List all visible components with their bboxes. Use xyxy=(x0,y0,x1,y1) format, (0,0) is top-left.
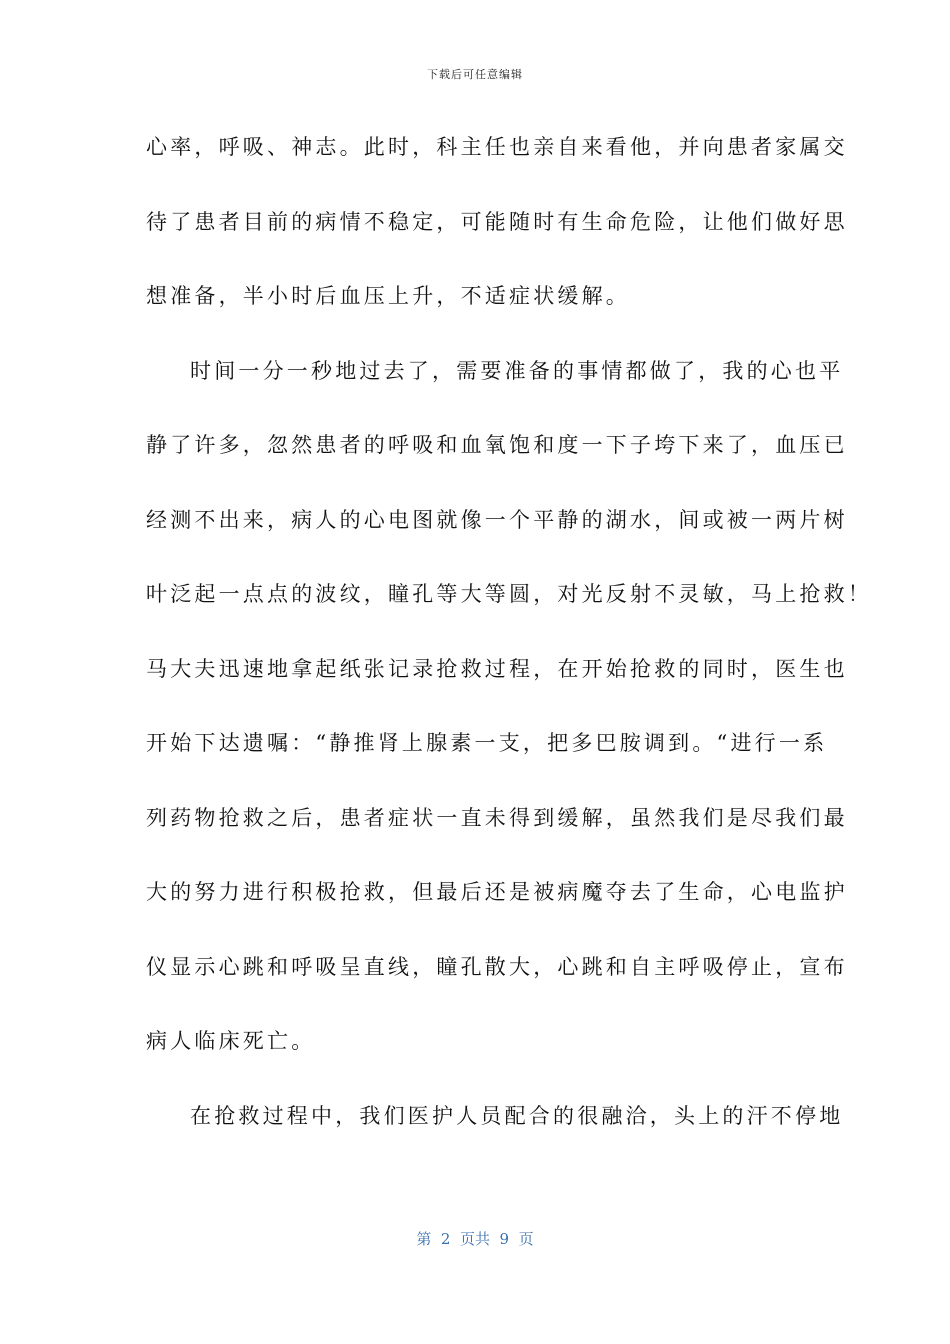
paragraph-first-line: 时间一分一秒地过去了，需要准备的事情都做了，我的心也平 xyxy=(190,358,844,383)
paragraph-first-line: 在抢救过程中，我们医护人员配合的很融洽，头上的汗不停地 xyxy=(190,1103,844,1128)
page-header: 下载后可任意编辑 xyxy=(427,68,523,81)
text-line: 列药物抢救之后，患者症状一直未得到缓解，虽然我们是尽我们最 xyxy=(146,805,848,830)
text-line: 心率，呼吸、神志。此时，科主任也亲自来看他，并向患者家属交 xyxy=(146,135,848,159)
text-line: 待了患者目前的病情不稳定，可能随时有生命危险，让他们做好思 xyxy=(146,209,848,234)
text-line: 马大夫迅速地拿起纸张记录抢救过程，在开始抢救的同时，医生也 xyxy=(146,656,848,681)
text-line: 开始下达遗嘱：“静推肾上腺素一支，把多巴胺调到。“进行一系 xyxy=(146,731,828,755)
text-line: 经测不出来，病人的心电图就像一个平静的湖水，间或被一两片树 xyxy=(146,507,848,532)
text-line: 病人临床死亡。 xyxy=(146,1029,316,1053)
text-line: 仪显示心跳和呼吸呈直线，瞳孔散大，心跳和自主呼吸停止，宣布 xyxy=(146,954,848,979)
page-number-footer: 第 2 页共 9 页 xyxy=(416,1230,534,1248)
text-line: 静了许多，忽然患者的呼吸和血氧饱和度一下子垮下来了，血压已 xyxy=(146,433,848,457)
document-body xyxy=(146,128,872,1171)
text-line: 叶泛起一点点的波纹，瞳孔等大等圆，对光反射不灵敏，马上抢救！ xyxy=(146,582,872,606)
text-line: 大的努力进行积极抢救，但最后还是被病魔夺去了生命，心电监护 xyxy=(146,880,848,904)
text-line: 想准备，半小时后血压上升，不适症状缓解。 xyxy=(146,284,630,308)
